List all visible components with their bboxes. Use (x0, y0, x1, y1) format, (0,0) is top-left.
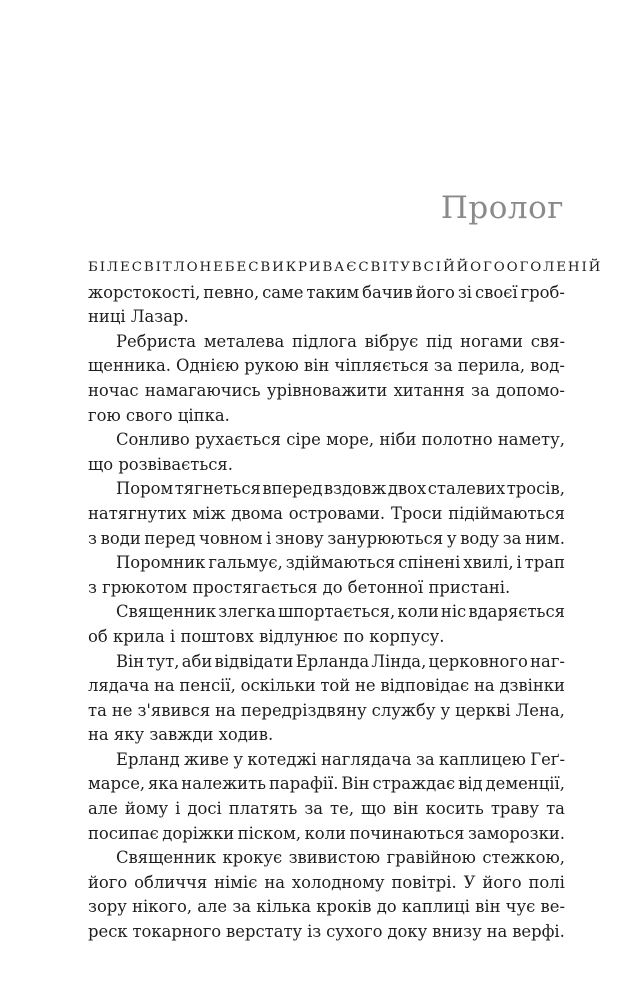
text-line: з води перед човном і знову занурюються у воду за ним. (88, 528, 565, 548)
text-line: Священник крокує звивистою гравійною стежкою, (116, 848, 565, 868)
paragraph (88, 600, 565, 649)
paragraph (88, 846, 565, 944)
text-line: марсе, яка належить парафії. Він страждає від деменції, (88, 774, 565, 794)
text-line: на яку завжди ходив. (88, 725, 274, 745)
text-line: щенника. Однією рукою він чіпляється за перила, вод- (88, 356, 565, 376)
text-line: Сонливо рухається сіре море, ніби полотно намету, (116, 430, 565, 450)
paragraph (88, 477, 565, 551)
text-line: Священник злегка шпортається, коли ніс вдаряється (116, 602, 565, 622)
text-line: об крила і поштовх відлунює по корпусу. (88, 626, 445, 646)
text-line: Ребриста металева підлога вібрує під ногами свя- (116, 331, 565, 351)
paragraph (88, 330, 565, 428)
text-line: лядача на пенсії, оскільки той не відповідає на дзвінки (88, 676, 565, 696)
text-line: натягнутих між двома островами. Троси підіймаються (88, 503, 565, 523)
paragraph (88, 650, 565, 748)
text-line: гою свого ціпка. (88, 405, 230, 425)
paragraph (88, 428, 565, 477)
chapter-body (88, 256, 603, 945)
text-line: ночас намагаючись урівноважити хитання за допомо- (88, 380, 565, 400)
text-line: Пором тягнеться вперед вздовж двох сталевих тросів, (116, 479, 565, 499)
text-line: БІЛЕ СВІТЛО НЕБЕС ВИКРИВАЄ СВІТ У ВСІЙ ЙОГО ОГОЛЕНІЙ (88, 260, 603, 275)
text-line: Він тут, аби відвідати Ерланда Лінда, церковного наг- (116, 651, 565, 671)
chapter-title: Пролог (440, 190, 564, 226)
text-line: Ерланд живе у котеджі наглядача за каплицею Геґ- (116, 749, 565, 769)
text-line: та не з'явився на передріздвяну службу у церкві Лена, (88, 700, 565, 720)
text-line: посипає доріжки піском, коли починаються заморозки. (88, 823, 565, 843)
text-line: що розвівається. (88, 454, 233, 474)
text-line: його обличчя німіє на холодному повітрі. У його полі (88, 872, 565, 892)
paragraph (88, 748, 565, 846)
text-line: жорстокості, певно, саме таким бачив його зі своєї гроб- (88, 282, 565, 302)
paragraph (88, 256, 603, 330)
text-line: але йому і досі платять за те, що він косить траву та (88, 799, 565, 819)
text-line: Поромник гальмує, здіймаються спінені хвилі, і трап (116, 553, 565, 573)
text-line: реск токарного верстату із сухого доку внизу на верфі. (88, 922, 565, 942)
text-line: ниці Лазар. (88, 307, 189, 327)
text-line: з грюкотом простягається до бетонної пристані. (88, 577, 511, 597)
text-line: зору нікого, але за кілька кроків до каплиці він чує ве- (88, 897, 565, 917)
paragraph (88, 551, 565, 600)
